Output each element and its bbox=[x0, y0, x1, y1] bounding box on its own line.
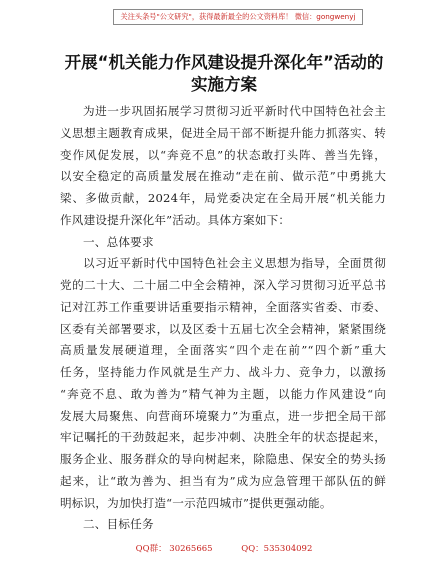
text-line: 区委有关部署要求，以及区委十五届七次全会精神，紧紧围绕 bbox=[60, 321, 386, 336]
title-line-2: 实施方案 bbox=[191, 75, 257, 94]
text-line: 任务，坚持能力作风就是生产力、战斗力、竞争力，以激扬 bbox=[60, 365, 386, 379]
text-line: 党的二十大、二十届二中全会精神，深入学习贯彻习近平总书 bbox=[60, 278, 386, 292]
intro-paragraph bbox=[60, 101, 386, 232]
text-line: 为进一步巩固拓展学习贯彻习近平新时代中国特色社会主 bbox=[83, 104, 386, 118]
text-line: 服务企业、服务群众的导向树起来，除隐患、保安全的势头扬 bbox=[60, 452, 386, 466]
qq-group-number: QQ群： 30265665 bbox=[135, 544, 213, 554]
document-title bbox=[30, 52, 418, 96]
text-line: 牢记嘱托的干劲鼓起来，起步冲刺、决胜全年的状态提起来， bbox=[60, 430, 386, 445]
text-line: 以安全稳定的高质量发展在推动“走在前、做示范”中勇挑大 bbox=[60, 169, 386, 184]
text-line: 以习近平新时代中国特色社会主义思想为指导，全面贯彻 bbox=[83, 256, 386, 271]
text-line: 高质量发展硬道理，全面落实“四个走在前”“四个新”重大 bbox=[60, 343, 386, 358]
text-line: “奔竞不息、敢为善为”精气神为主题，以能力作风建设“向 bbox=[60, 386, 386, 401]
text-line: 起来，让“敢为善为、担当有为”成为应急管理干部队伍的鲜 bbox=[60, 473, 386, 488]
text-line: 义思想主题教育成果，促进全局干部不断提升能力抓落实、转 bbox=[60, 125, 386, 140]
text-line: 梁、多做贡献，2024年，局党委决定在全局开展“机关能力 bbox=[60, 191, 386, 205]
text-line: 明标识，为加快打造“一示范四城市”提供更强动能。 bbox=[60, 495, 332, 510]
section-heading-general-requirements: 一、总体要求 bbox=[83, 234, 154, 249]
text-line: 发展大局聚焦、向营商环境聚力”为重点，进一步把全局干部 bbox=[60, 408, 386, 423]
text-line: 变作风促发展，以“奔竞不息”的状态敢打头阵、善当先锋， bbox=[60, 147, 386, 162]
qq-number: QQ：535304092 bbox=[241, 544, 313, 554]
document-body bbox=[60, 101, 386, 536]
section-heading-goals-tasks: 二、目标任务 bbox=[83, 517, 154, 532]
promo-banner: 关注头条号"公文研究"，获得最新最全的公文资料库！ 微信：gongwenyj bbox=[113, 9, 363, 25]
text-line: 记对江苏工作重要讲话重要指示精神，全面落实省委、市委、 bbox=[60, 299, 386, 314]
title-line-1: 开展“机关能力作风建设提升深化年”活动的 bbox=[64, 53, 384, 72]
text-line: 作风建设提升深化年”活动。具体方案如下： bbox=[60, 212, 291, 227]
contact-footer bbox=[0, 542, 448, 554]
section-1-paragraph bbox=[60, 253, 386, 514]
